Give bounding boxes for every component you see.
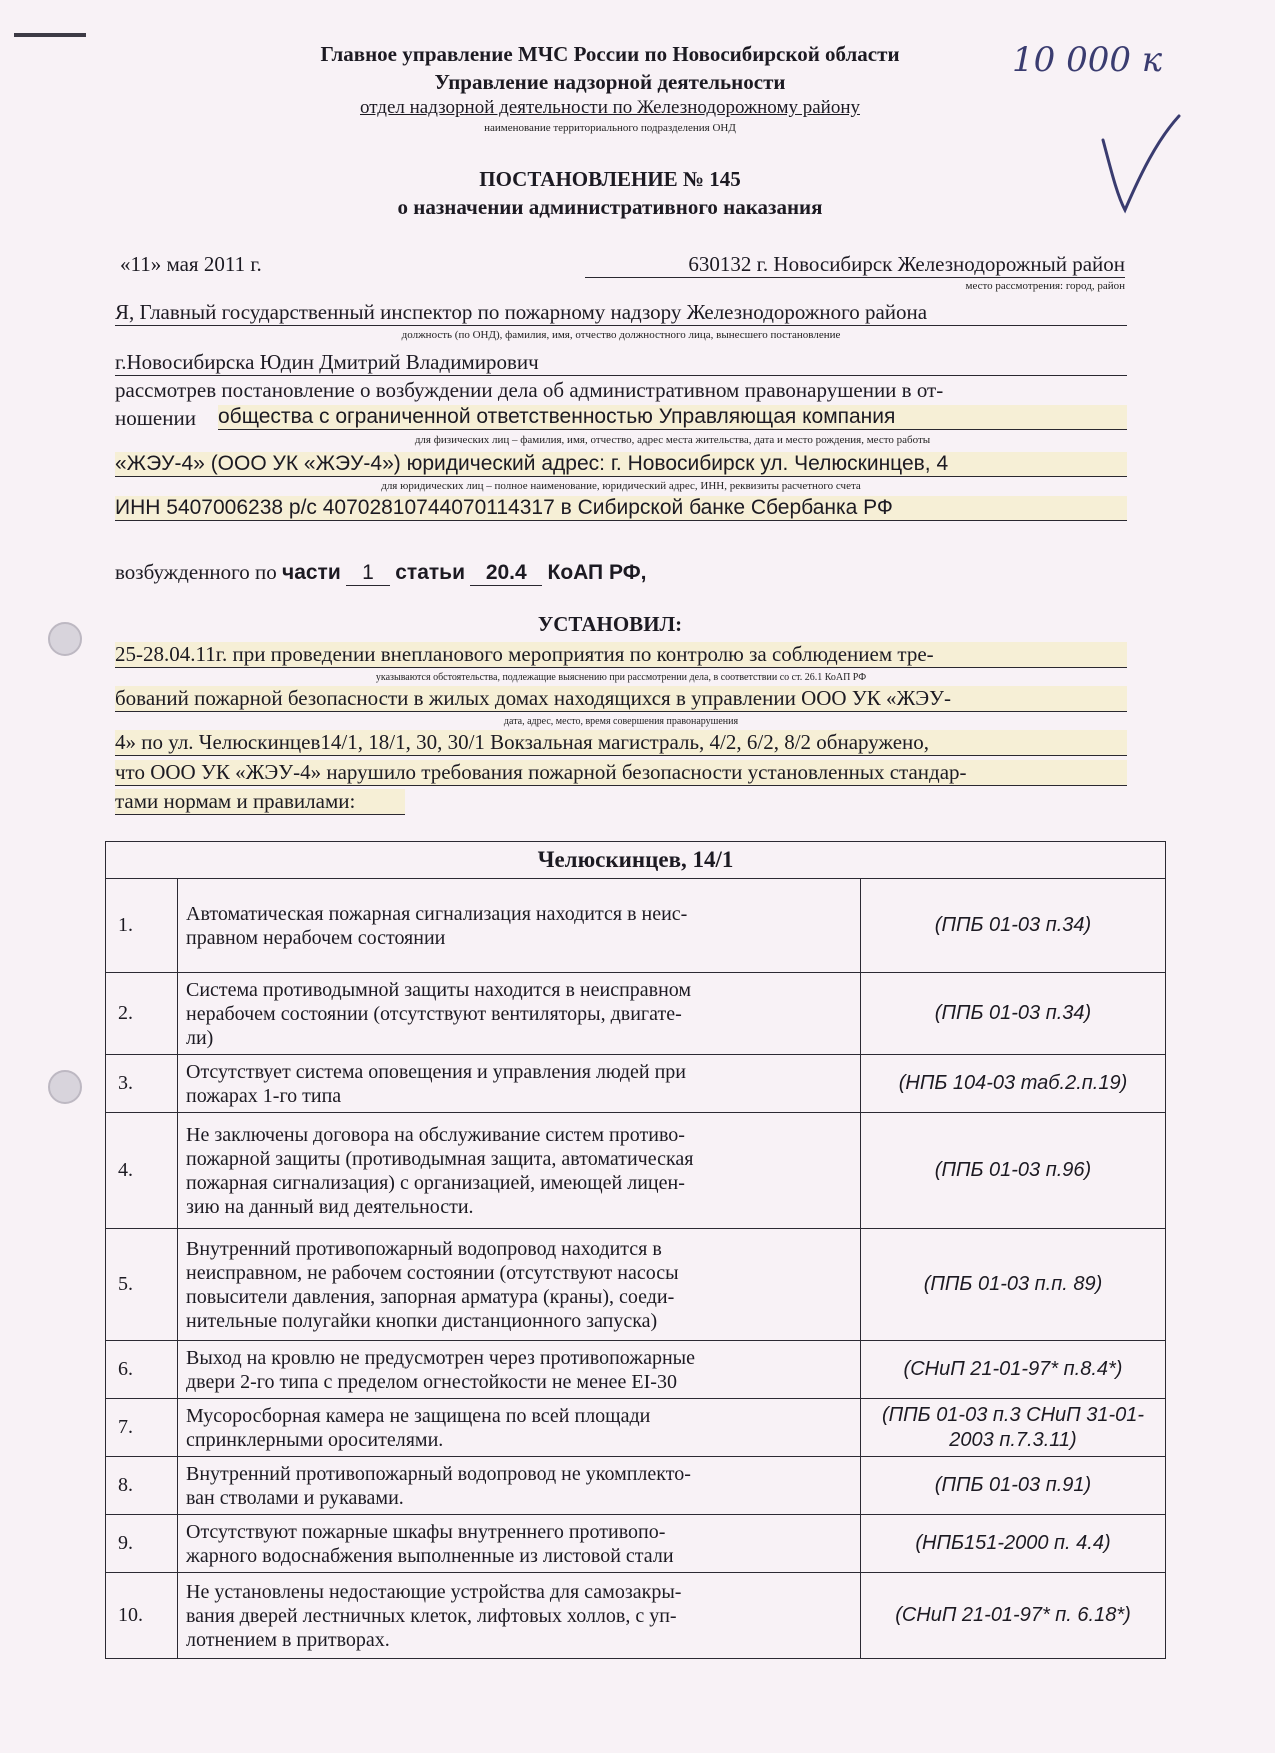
row-number: 7. bbox=[106, 1399, 178, 1457]
table-row bbox=[106, 1399, 1166, 1457]
row-number: 2. bbox=[106, 973, 178, 1055]
legal-entity-hint: для юридических лиц – полное наименование, юридический адрес, ИНН, реквизиты расчетного счета bbox=[381, 480, 861, 492]
punch-hole bbox=[48, 1070, 82, 1104]
established-hint-1: указываются обстоятельства, подлежащие выяснению при рассмотрении дела, в соответствии со ст. 26.1 КоАП РФ bbox=[375, 672, 867, 683]
table-row bbox=[106, 1341, 1166, 1399]
row-reference: (СНиП 21-01-97* п. 6.18*) bbox=[861, 1573, 1166, 1659]
row-text: Отсутствует система оповещения и управления людей при пожарах 1-го типа bbox=[178, 1055, 861, 1113]
row-text: Система противодымной защиты находится в неисправном нерабочем состоянии (отсутствуют вентиляторы, двигате- ли) bbox=[178, 973, 861, 1055]
established-line-1: 25-28.04.11г. при проведении внепланового мероприятия по контролю за соблюдением тре- bbox=[115, 642, 1127, 668]
table-heading-row bbox=[106, 842, 1166, 879]
document-subtitle: о назначении административного наказания bbox=[397, 195, 823, 219]
row-text: Не заключены договора на обслуживание систем противо- пожарной защиты (противодымная защита, автоматическая пожарная сигнализация) с организацией, имеющей лицен- зию на данный вид деятельности. bbox=[178, 1113, 861, 1229]
row-text: Внутренний противопожарный водопровод находится в неисправном, не рабочем состоянии (отсутствуют насосы повысители давления, запорная арматура (краны), соеди- нительные полугайки кнопки дистанционного запуска) bbox=[178, 1229, 861, 1341]
row-reference: (ППБ 01-03 п.п. 89) bbox=[861, 1229, 1166, 1341]
row-text: Выход на кровлю не предусмотрен через противопожарные двери 2-го типа с пределом огнестойкости не менее EI-30 bbox=[178, 1341, 861, 1399]
article-value: 20.4 bbox=[470, 561, 542, 586]
individual-hint: для физических лиц – фамилия, имя, отчество, адрес места жительства, дата и место рождения, место работы bbox=[414, 434, 931, 446]
inspector-name: г.Новосибирска Юдин Дмитрий Владимирович bbox=[115, 350, 1127, 376]
document-date: «11» мая 2011 г. bbox=[120, 252, 262, 276]
table-row bbox=[106, 1055, 1166, 1113]
row-reference: (ППБ 01-03 п.91) bbox=[861, 1457, 1166, 1515]
established-line-3: 4» по ул. Челюскинцев14/1, 18/1, 30, 30/1 Вокзальная магистраль, 4/2, 6/2, 8/2 обнаружено, bbox=[115, 730, 1127, 756]
inspector-position: Я, Главный государственный инспектор по пожарному надзору Железнодорожного района bbox=[115, 300, 1127, 326]
organization-name: общества с ограниченной ответственностью Управляющая компания bbox=[218, 405, 1127, 430]
row-text: Мусоросборная камера не защищена по всей площади спринклерными оросителями. bbox=[178, 1399, 861, 1457]
row-number: 8. bbox=[106, 1457, 178, 1515]
document-place: 630132 г. Новосибирск Железнодорожный район bbox=[585, 252, 1125, 278]
place-hint: место рассмотрения: город, район bbox=[965, 280, 1125, 292]
row-number: 6. bbox=[106, 1341, 178, 1399]
established-line-2: бований пожарной безопасности в жилых домах находящихся в управлении ООО УК «ЖЭУ- bbox=[115, 686, 1127, 712]
established-heading: УСТАНОВИЛ: bbox=[537, 612, 683, 636]
row-number: 10. bbox=[106, 1573, 178, 1659]
row-reference: (НПБ 104-03 таб.2.п.19) bbox=[861, 1055, 1166, 1113]
case-relation-prefix: ношении bbox=[115, 406, 196, 430]
row-reference: (ППБ 01-03 п.96) bbox=[861, 1113, 1166, 1229]
department-name: отдел надзорной деятельности по Железнодорожному району bbox=[360, 97, 860, 118]
row-reference: (НПБ151-2000 п. 4.4) bbox=[861, 1515, 1166, 1573]
row-reference: (ППБ 01-03 п.34) bbox=[861, 879, 1166, 973]
case-considered: рассмотрев постановление о возбуждении дела об административном правонарушении в от- bbox=[115, 378, 944, 402]
handwritten-amount: 10 000 к bbox=[1012, 40, 1163, 80]
part-label: части bbox=[282, 561, 341, 584]
organization-requisites: ИНН 5407006238 р/с 40702810744070114317 в Сибирской банке Сбербанка РФ bbox=[115, 496, 1127, 521]
table-row bbox=[106, 1573, 1166, 1659]
article-label: статьи bbox=[395, 561, 465, 584]
row-number: 5. bbox=[106, 1229, 178, 1341]
inspector-hint: должность (по ОНД), фамилия, имя, отчество должностного лица, вынесшего постановление bbox=[401, 329, 841, 341]
row-number: 4. bbox=[106, 1113, 178, 1229]
row-text: Автоматическая пожарная сигнализация находится в неис- правном нерабочем состоянии bbox=[178, 879, 861, 973]
row-number: 1. bbox=[106, 879, 178, 973]
punch-hole bbox=[48, 622, 82, 656]
row-text: Отсутствуют пожарные шкафы внутреннего противопо- жарного водоснабжения выполненные из листовой стали bbox=[178, 1515, 861, 1573]
initiated-line bbox=[115, 560, 646, 586]
established-line-5: тами нормам и правилами: bbox=[115, 789, 405, 815]
department-hint: наименование территориального подразделения ОНД bbox=[484, 122, 736, 134]
row-number: 3. bbox=[106, 1055, 178, 1113]
organization-address: «ЖЭУ-4» (ООО УК «ЖЭУ-4») юридический адрес: г. Новосибирск ул. Челюскинцев, 4 bbox=[115, 452, 1127, 477]
row-number: 9. bbox=[106, 1515, 178, 1573]
established-hint-2: дата, адрес, место, время совершения правонарушения bbox=[503, 716, 739, 727]
scan-mark bbox=[14, 33, 86, 37]
row-reference: (ППБ 01-03 п.3 СНиП 31-01-2003 п.7.3.11) bbox=[861, 1399, 1166, 1457]
table-row bbox=[106, 1113, 1166, 1229]
table-row bbox=[106, 879, 1166, 973]
code-name: КоАП РФ, bbox=[547, 561, 647, 584]
established-line-4: что ООО УК «ЖЭУ-4» нарушило требования пожарной безопасности установленных стандар- bbox=[115, 760, 1127, 786]
table-row bbox=[106, 973, 1166, 1055]
table-row bbox=[106, 1229, 1166, 1341]
row-text: Не установлены недостающие устройства для самозакры- вания дверей лестничных клеток, лифтовых холлов, с уп- лотнением в притворах. bbox=[178, 1573, 861, 1659]
table-row bbox=[106, 1515, 1166, 1573]
check-mark-icon bbox=[1095, 110, 1185, 220]
table-row bbox=[106, 1457, 1166, 1515]
row-reference: (СНиП 21-01-97* п.8.4*) bbox=[861, 1341, 1166, 1399]
row-reference: (ППБ 01-03 п.34) bbox=[861, 973, 1166, 1055]
violations-table bbox=[105, 841, 1166, 1659]
part-value: 1 bbox=[346, 561, 390, 586]
document-title: ПОСТАНОВЛЕНИЕ № 145 bbox=[479, 167, 741, 191]
agency-name: Главное управление МЧС России по Новосибирской области bbox=[320, 42, 900, 66]
initiated-prefix: возбужденного по bbox=[115, 560, 277, 584]
building-address-heading: Челюскинцев, 14/1 bbox=[106, 842, 1166, 879]
row-text: Внутренний противопожарный водопровод не укомплекто- ван стволами и рукавами. bbox=[178, 1457, 861, 1515]
agency-subdivision: Управление надзорной деятельности bbox=[434, 70, 786, 94]
